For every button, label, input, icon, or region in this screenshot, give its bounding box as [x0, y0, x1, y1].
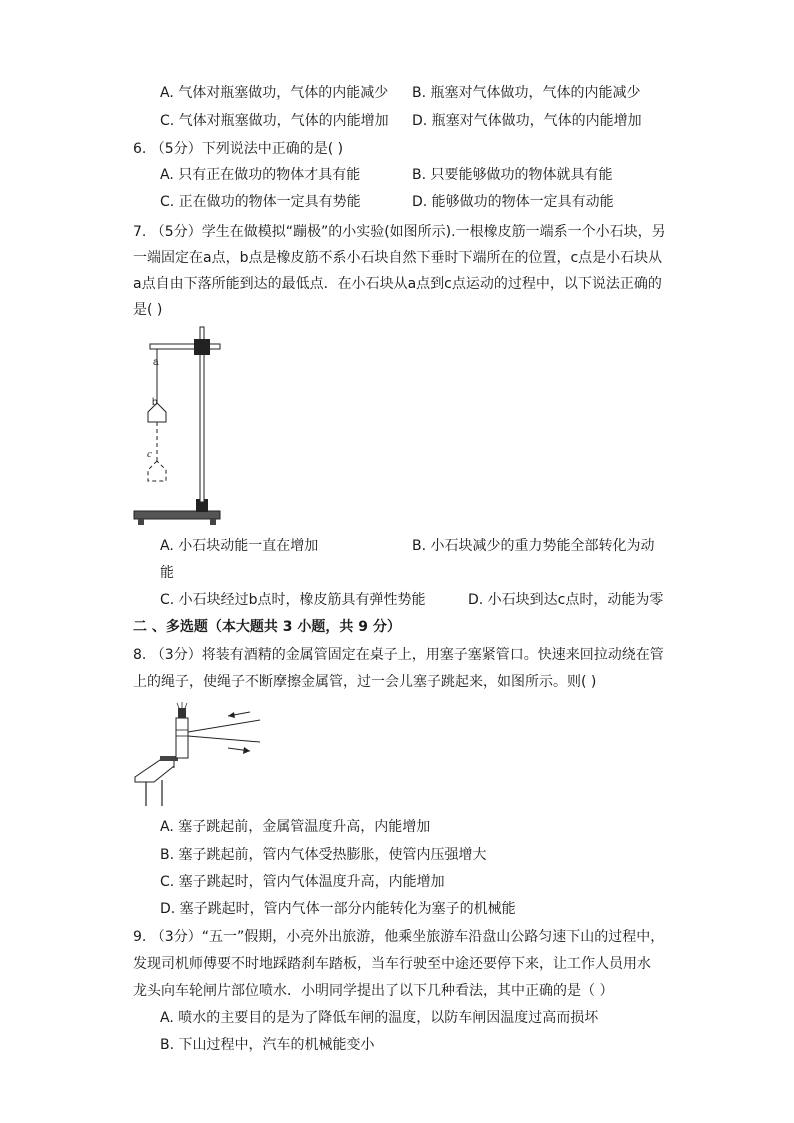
- bungee-apparatus-figure: [128, 325, 228, 530]
- q8-stem-line-1: 8. （3分）将装有酒精的金属管固定在桌子上，用塞子塞紧管口。快速来回拉动绕在管: [133, 647, 664, 663]
- label-c: c: [147, 448, 152, 460]
- section-2-title: 二 、多选题（本大题共 3 小题，共 9 分）: [133, 619, 401, 635]
- q7-stem-line-2: 一端固定在a点，b点是橡皮筋不系小石块自然下垂时下端所在的位置，c点是小石块从: [133, 250, 663, 266]
- q6-option-d: D. 能够做功的物体一定具有动能: [412, 194, 614, 210]
- stone-at-c: [148, 461, 166, 481]
- q9-option-a: A. 喷水的主要目的是为了降低车闸的温度，以防车闸因温度过高而损坏: [160, 1010, 599, 1026]
- q9-option-b: B. 下山过程中，汽车的机械能变小: [160, 1037, 375, 1053]
- q7-stem-line-1: 7. （5分）学生在做模拟“蹦极”的小实验(如图所示).一根橡皮筋一端系一个小石块，另: [133, 224, 666, 240]
- q7-stem-line-4: 是( ): [133, 302, 163, 318]
- label-b: b: [152, 397, 158, 408]
- q5-option-b: B. 瓶塞对气体做功，气体的内能减少: [412, 85, 641, 101]
- q9-stem-line-2: 发现司机师傅要不时地踩踏刹车踏板，当车行驶至中途还要停下来，让工作人员用水: [133, 956, 651, 972]
- q8-option-c: C. 塞子跳起时，管内气体温度升高，内能增加: [160, 874, 445, 890]
- q5-option-d: D. 瓶塞对气体做功，气体的内能增加: [412, 113, 642, 129]
- q8-option-a: A. 塞子跳起前，金属管温度升高，内能增加: [160, 819, 431, 835]
- q5-option-c: C. 气体对瓶塞做功，气体的内能增加: [160, 113, 389, 129]
- q8-stem-line-2: 上的绳子，使绳子不断摩擦金属管，过一会儿塞子跳起来，如图所示。则( ): [133, 674, 597, 690]
- metal-tube: [176, 718, 188, 758]
- q7-option-a: A. 小石块动能一直在增加: [160, 538, 319, 554]
- q6-option-a: A. 只有正在做功的物体才具有能: [160, 167, 361, 183]
- q7-option-b-continued: 能: [160, 565, 174, 581]
- q9-stem-line-3: 龙头向车轮闸片部位喷水．小明同学提出了以下几种看法，其中正确的是（ ）: [133, 983, 614, 999]
- label-a: a: [153, 357, 159, 368]
- q6-stem: 6. （5分）下列说法中正确的是( ): [133, 141, 344, 157]
- stopper: [178, 708, 186, 718]
- q7-option-d: D. 小石块到达c点时，动能为零: [468, 592, 664, 608]
- stand-foot-left: [138, 519, 144, 525]
- q6-option-b: B. 只要能够做功的物体就具有能: [412, 167, 613, 183]
- q6-option-c: C. 正在做功的物体一定具有势能: [160, 194, 361, 210]
- q7-option-b: B. 小石块减少的重力势能全部转化为动: [412, 538, 655, 554]
- q7-option-c: C. 小石块经过b点时，橡皮筋具有弹性势能: [160, 592, 426, 608]
- arm-clamp: [194, 339, 210, 355]
- q9-stem-line-1: 9. （3分）“五一”假期，小亮外出旅游，他乘坐旅游车沿盘山公路匀速下山的过程中，: [133, 929, 665, 945]
- rope-lower: [188, 736, 260, 742]
- metal-tube-friction-figure: [132, 700, 267, 808]
- rope-upper: [188, 720, 260, 732]
- stand-base: [134, 511, 220, 519]
- stand-foot-right: [210, 519, 216, 525]
- table-top: [135, 760, 174, 782]
- q5-option-a: A. 气体对瓶塞做功，气体的内能减少: [160, 85, 389, 101]
- tube-clamp: [160, 756, 178, 761]
- q8-option-d: D. 塞子跳起时，管内气体一部分内能转化为塞子的机械能: [160, 901, 516, 917]
- q8-option-b: B. 塞子跳起前，管内气体受热膨胀，使管内压强增大: [160, 847, 487, 863]
- q7-stem-line-3: a点自由下落所能到达的最低点．在小石块从a点到c点运动的过程中，以下说法正确的: [133, 276, 662, 292]
